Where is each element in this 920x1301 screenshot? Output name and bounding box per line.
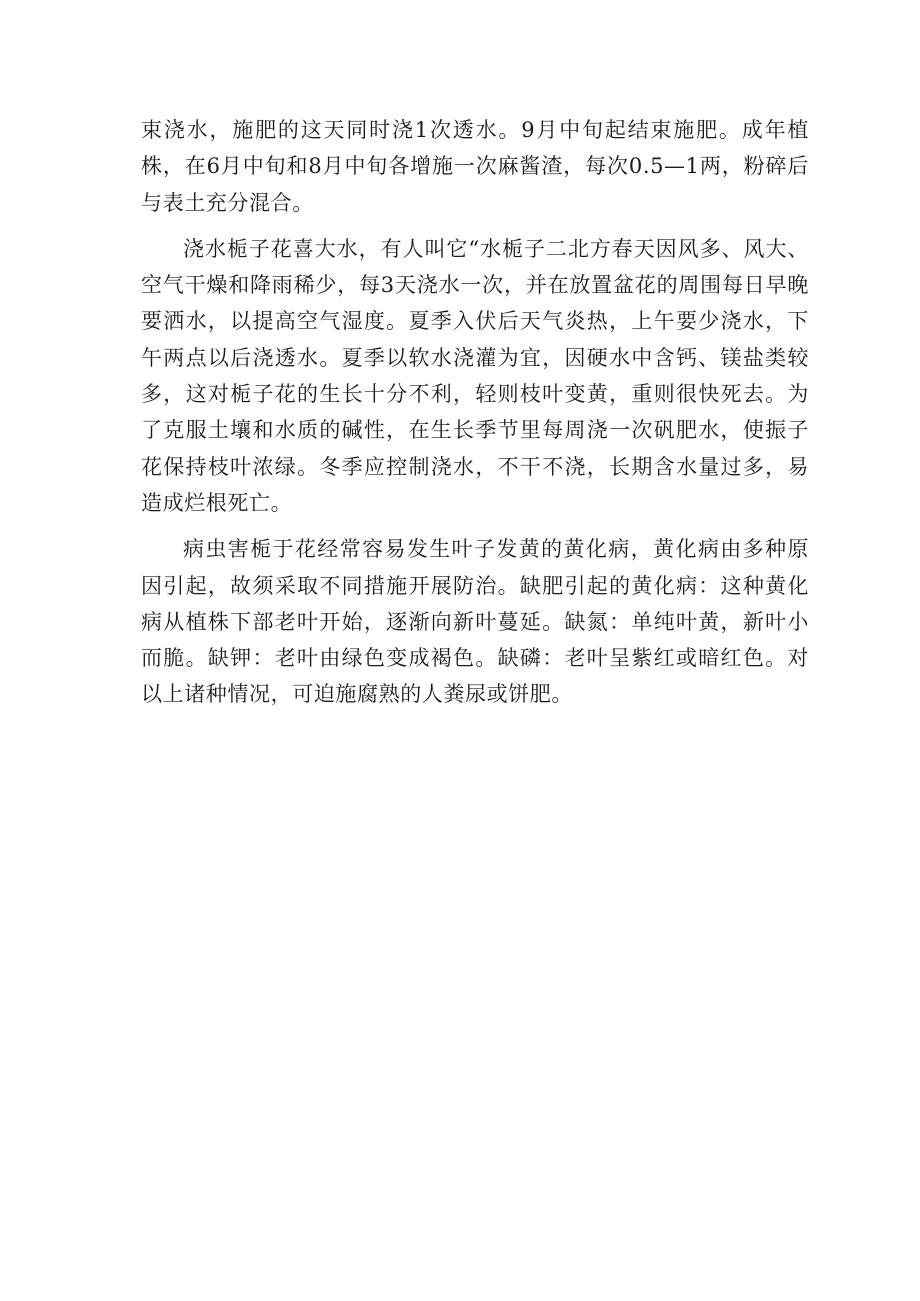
paragraph-watering: 浇水栀子花喜大水，有人叫它“水栀子二北方春天因风多、风大、空气干燥和降雨稀少，每3天浇水一次，并在放置盆花的周围每日早晚要洒水，以提高空气湿度。夏季入伏后天气炎热，上午要少浇水，下午两点以后浇透水。夏季以软水浇灌为宜，因硬水中含钙、镁盐类较多，这对栀子花的生长十分不利，轻则枝叶变黄，重则很快死去。为了克服土壤和水质的碱性，在生长季节里每周浇一次矾肥水，使振子花保持枝叶浓绿。冬季应控制浇水，不干不浇，长期含水量过多，易造成烂根死亡。	[141, 236, 809, 515]
document-body	[141, 112, 809, 713]
paragraph-fertilizing-continued: 束浇水，施肥的这天同时浇1次透水。9月中旬起结束施肥。成年植株，在6月中旬和8月中旬各增施一次麻酱渣，每次0.5—1两，粉碎后与表土充分混合。	[141, 118, 809, 215]
paragraph-pests-diseases: 病虫害栀于花经常容易发生叶子发黄的黄化病，黄化病由多种原因引起，故须采取不同措施开展防治。缺肥引起的黄化病：这种黄化病从植株下部老叶开始，逐渐向新叶蔓延。缺氮：单纯叶黄，新叶小而脆。缺钾：老叶由绿色变成褐色。缺磷：老叶呈紫红或暗红色。对以上诸种情况，可迫施腐熟的人粪尿或饼肥。	[141, 537, 809, 707]
